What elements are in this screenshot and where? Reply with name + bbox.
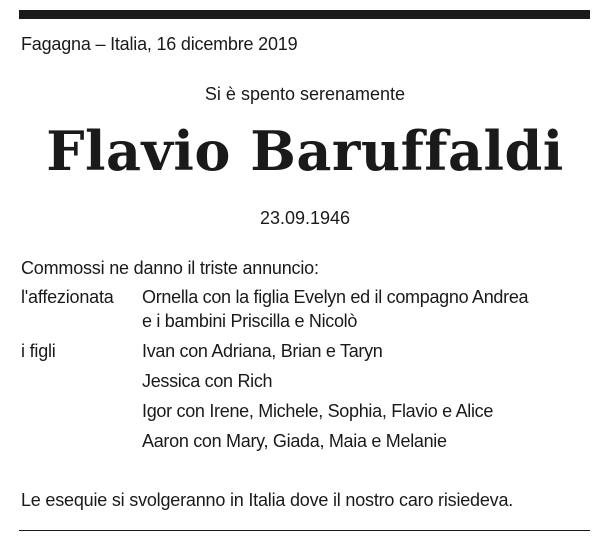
relative-label-spouse: l'affezionata <box>21 287 114 307</box>
relative-line: Jessica con Rich <box>142 371 273 391</box>
relative-line: Igor con Irene, Michele, Sophia, Flavio e Alice <box>142 401 494 421</box>
birth-date: 23.09.1946 <box>259 208 351 228</box>
bottom-divider <box>19 530 590 531</box>
relative-line: Ornella con la figlia Evelyn ed il compagno Andrea <box>142 287 529 307</box>
announcement-line: Commossi ne danno il triste annuncio: <box>21 258 319 278</box>
deceased-name: Flavio Baruffaldi <box>46 119 564 183</box>
relative-label-children: i figli <box>21 341 56 361</box>
relative-line: Aaron con Mary, Giada, Maia e Melanie <box>142 431 447 451</box>
dateline: Fagagna – Italia, 16 dicembre 2019 <box>21 34 298 54</box>
intro-text: Si è spento serenamente <box>204 84 406 104</box>
funeral-info: Le esequie si svolgeranno in Italia dove il nostro caro risiedeva. <box>21 490 514 510</box>
relative-line: Ivan con Adriana, Brian e Taryn <box>142 341 383 361</box>
top-divider <box>19 10 590 19</box>
relative-line: e i bambini Priscilla e Nicolò <box>142 311 358 331</box>
